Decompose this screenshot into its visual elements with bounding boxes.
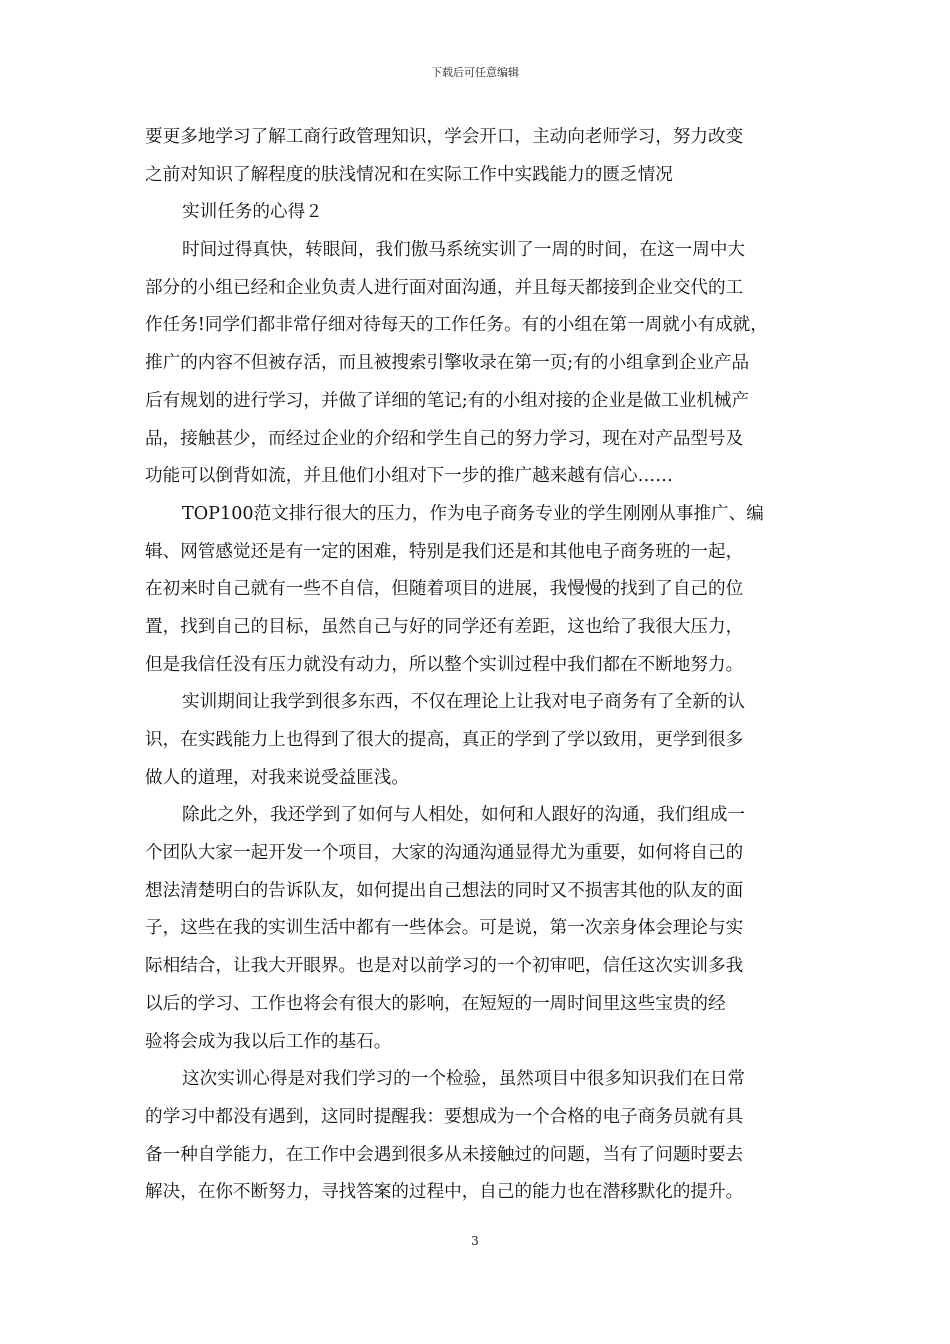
text-line: 时间过得真快，转眼间，我们傲马系统实训了一周的时间，在这一周中大 [182, 240, 746, 261]
text-line: 作任务!同学们都非常仔细对待每天的工作任务。有的小组在第一周就小有成就， [145, 315, 768, 336]
text-line: 以后的学习、工作也将会有很大的影响，在短短的一周时间里这些宝贵的经 [145, 993, 726, 1014]
text-line: 的学习中都没有遇到，这同时提醒我：要想成为一个合格的电子商务员就有具 [145, 1106, 744, 1127]
text-line: 要更多地学习了解工商行政管理知识，学会开口，主动向老师学习，努力改变 [145, 127, 744, 147]
text-line: TOP100范文排行很大的压力，作为电子商务专业的学生刚刚从事推广、编 [182, 503, 764, 524]
text-line: 辑、网管感觉还是有一定的困难，特别是我们还是和其他电子商务班的一起， [145, 541, 744, 562]
text-line: 子，这些在我的实训生活中都有一些体会。可是说，第一次亲身体会理论与实 [145, 918, 744, 939]
text-line: 这次实训心得是对我们学习的一个检验，虽然项目中很多知识我们在日常 [182, 1069, 746, 1090]
text-line: 做人的道理，对我来说受益匪浅。 [145, 767, 409, 788]
text-line: 推广的内容不但被存活，而且被搜索引擎收录在第一页;有的小组拿到企业产品 [145, 353, 750, 374]
text-line: 想法清楚明白的告诉队友，如何提出自己想法的同时又不损害其他的队友的面 [145, 880, 744, 901]
text-line: 识，在实践能力上也得到了很大的提高，真正的学到了学以致用，更学到很多 [145, 730, 744, 750]
document-body [145, 119, 810, 1212]
text-line: 个团队大家一起开发一个项目，大家的沟通沟通显得尤为重要，如何将自己的 [145, 843, 744, 864]
text-line: 备一种自学能力，在工作中会遇到很多从未接触过的问题，当有了问题时要去 [145, 1144, 744, 1165]
text-line: 验将会成为我以后工作的基石。 [145, 1031, 392, 1052]
text-line: 之前对知识了解程度的肤浅情况和在实际工作中实践能力的匮乏情况 [145, 164, 673, 185]
text-line: 解决，在你不断努力，寻找答案的过程中，自己的能力也在潜移默化的提升。 [145, 1182, 744, 1203]
text-line: 部分的小组已经和企业负责人进行面对面沟通，并且每天都接到企业交代的工 [145, 277, 744, 298]
text-line: 际相结合，让我大开眼界。也是对以前学习的一个初审吧，信任这次实训多我 [145, 956, 744, 977]
text-line: 在初来时自己就有一些不自信，但随着项目的进展，我慢慢的找到了自己的位 [145, 579, 744, 600]
text-line: 除此之外，我还学到了如何与人相处，如何和人跟好的沟通，我们组成一 [182, 805, 746, 826]
text-line: 置，找到自己的目标，虽然自己与好的同学还有差距，这也给了我很大压力， [145, 616, 744, 637]
section-heading: 实训任务的心得２ [182, 202, 323, 223]
text-line: 但是我信任没有压力就没有动力，所以整个实训过程中我们都在不断地努力。 [145, 654, 744, 675]
text-line: 功能可以倒背如流，并且他们小组对下一步的推广越来越有信心…… [145, 466, 673, 487]
text-line: 品，接触甚少，而经过企业的介绍和学生自己的努力学习，现在对产品型号及 [145, 428, 744, 449]
page-number: 3 [471, 1234, 479, 1248]
text-line: 后有规划的进行学习，并做了详细的笔记;有的小组对接的企业是做工业机械产 [145, 390, 750, 411]
text-line: 实训期间让我学到很多东西，不仅在理论上让我对电子商务有了全新的认 [182, 692, 746, 713]
page-header: 下载后可任意编辑 [431, 66, 519, 79]
